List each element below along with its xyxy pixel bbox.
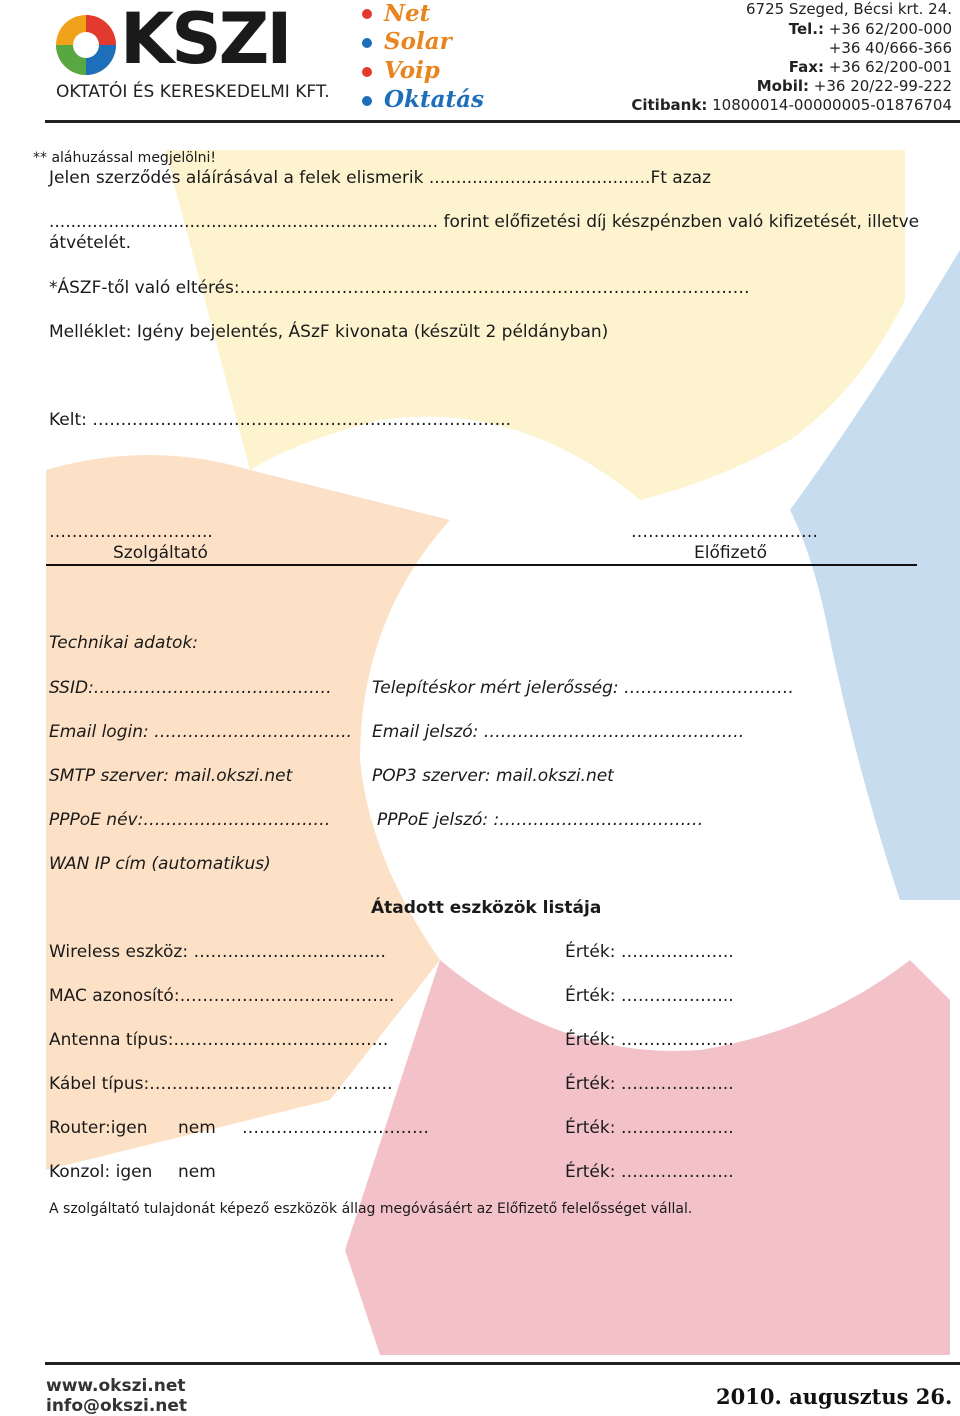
console-yes-option: Konzol: igen	[49, 1162, 153, 1182]
acknowledgement-line: Jelen szerződés aláírásával a felek elismerik .........................................Ft azaz	[49, 168, 711, 188]
device-row-value: Érték: ………………..	[565, 1074, 734, 1094]
header-divider	[45, 120, 960, 123]
router-yes-option: Router:igen	[49, 1118, 148, 1138]
router-no-option: nem	[178, 1118, 216, 1138]
footer-divider	[45, 1362, 960, 1365]
pppoe-name-field: PPPoE név:……………………………	[49, 810, 331, 830]
signature-divider	[46, 564, 917, 566]
kszi-logo-icon	[55, 14, 117, 76]
device-row-label: MAC azonosító:………………………………..	[49, 986, 395, 1006]
signature-dots-subscriber: ……………………………	[631, 522, 818, 542]
devices-heading: Átadott eszközök listája	[371, 898, 602, 918]
device-row-label: Antenna típus:………………………………..	[49, 1030, 389, 1050]
fee-line: ........................................................................ forint előfizetési díj készpénzben való kifizetését, illetve	[49, 212, 920, 232]
service-net: Net	[384, 0, 431, 27]
pink-wedge	[345, 960, 950, 1355]
technical-heading: Technikai adatok:	[49, 633, 199, 653]
device-row-value: Érték: ………………..	[565, 1162, 734, 1182]
signal-strength-field: Telepítéskor mért jelerősség: …………………………	[372, 678, 794, 698]
footer-website: www.okszi.net	[46, 1376, 186, 1396]
phone-line-1: Tel.: +36 62/200-000	[788, 20, 952, 38]
company-address: 6725 Szeged, Bécsi krt. 24.	[745, 0, 952, 18]
device-row-value: Érték: ………………..	[565, 1030, 734, 1050]
underline-note: ** aláhuzással megjelölni!	[33, 150, 217, 166]
attachment-line: Melléklet: Igény bejelentés, ÁSzF kivonata (készült 2 példányban)	[49, 322, 609, 342]
bullet-icon	[362, 38, 372, 48]
fax-line: Fax: +36 62/200-001	[788, 58, 952, 76]
email-login-field: Email login: ……………………………..	[49, 722, 352, 742]
service-solar: Solar	[384, 28, 452, 55]
fee-line-cont: átvételét.	[49, 233, 131, 253]
bullet-icon	[362, 67, 372, 77]
provider-label: Szolgáltató	[113, 543, 208, 563]
aszf-deviation: *ÁSZF-től való eltérés:………………………………………………………………………………	[49, 278, 750, 298]
console-no-option: nem	[178, 1162, 216, 1182]
pppoe-password-field: PPPoE jelszó: :………………………………	[377, 810, 704, 830]
device-row-value: Érték: ………………..	[565, 986, 734, 1006]
device-row-value: Érték: ………………..	[565, 942, 734, 962]
bullet-icon	[362, 9, 372, 19]
bullet-icon	[362, 96, 372, 106]
logo-subtitle: OKTATÓI ÉS KERESKEDELMI KFT.	[56, 82, 330, 102]
wan-ip-field: WAN IP cím (automatikus)	[49, 854, 271, 874]
footer-date: 2010. augusztus 26.	[716, 1384, 953, 1409]
device-row-label: Kábel típus:…………………………………….	[49, 1074, 393, 1094]
service-oktatas: Oktatás	[384, 86, 484, 113]
phone-line-2: +36 40/666-366	[828, 39, 952, 57]
email-password-field: Email jelszó: ……………………………………….	[372, 722, 745, 742]
logo-wordmark: KSZI	[120, 0, 290, 80]
smtp-server-field: SMTP szerver: mail.okszi.net	[49, 766, 293, 786]
ssid-field: SSID:……………………………………	[49, 678, 332, 698]
bank-line: Citibank: 10800014-00000005-01876704	[631, 96, 952, 114]
mobile-line: Mobil: +36 20/22-99-222	[756, 77, 952, 95]
device-row-label: Wireless eszköz: …………………………….	[49, 942, 386, 962]
service-voip: Voip	[384, 57, 440, 84]
subscriber-label: Előfizető	[694, 543, 768, 563]
dated-line: Kelt: ………………………………………………………………..	[49, 410, 512, 430]
footer-email: info@okszi.net	[46, 1396, 188, 1416]
pop3-server-field: POP3 szerver: mail.okszi.net	[372, 766, 614, 786]
signature-dots-provider: ………………………..	[49, 522, 213, 542]
router-dots: ……………………………	[242, 1118, 429, 1138]
liability-note: A szolgáltató tulajdonát képező eszközök állag megóvásáért az Előfizető felelősséget vállal.	[49, 1201, 693, 1217]
device-row-value: Érték: ………………..	[565, 1118, 734, 1138]
